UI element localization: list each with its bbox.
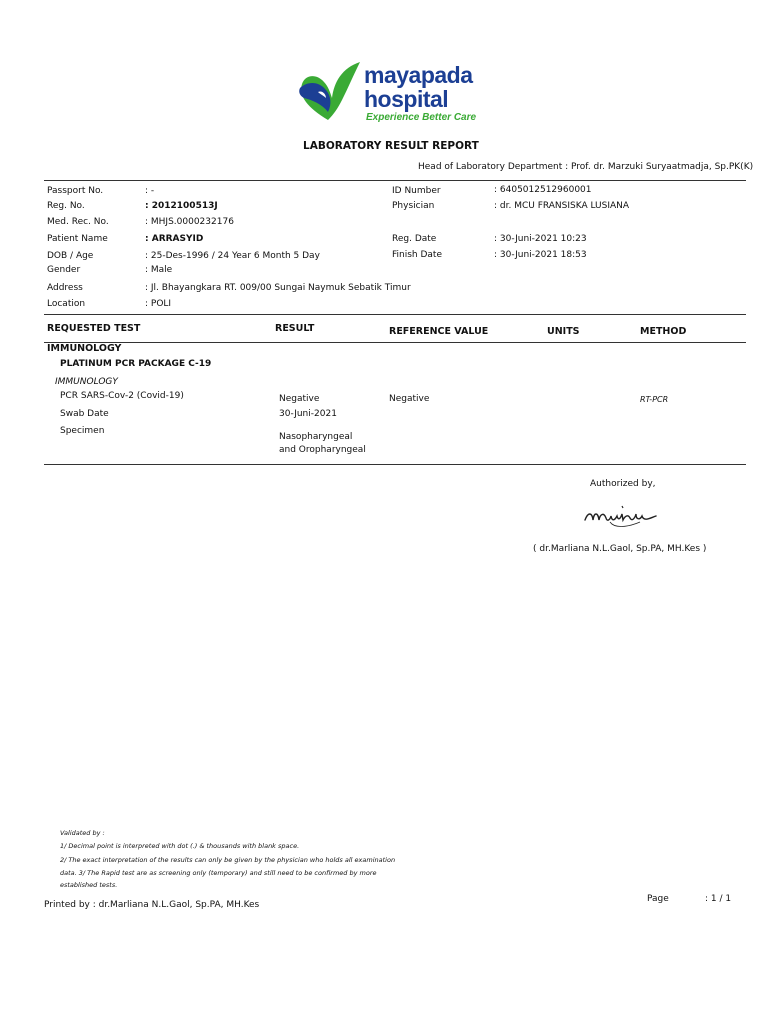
section-title: IMMUNOLOGY bbox=[47, 343, 122, 354]
page-number: : 1 / 1 bbox=[705, 894, 732, 904]
value-passport: : - bbox=[145, 186, 155, 196]
package-title: PLATINUM PCR PACKAGE C-19 bbox=[60, 359, 212, 369]
value-reg-no: : 2012100513J bbox=[145, 201, 218, 211]
logo-line-2: hospital bbox=[364, 86, 449, 112]
table-header-rule bbox=[44, 342, 746, 343]
authorizer-name: ( dr.Marliana N.L.Gaol, Sp.PA, MH.Kes ) bbox=[533, 544, 707, 554]
page-label: Page bbox=[647, 894, 669, 904]
note-1: 1/ Decimal point is interpreted with dot (.) & thousands with blank space. bbox=[60, 842, 300, 850]
note-2b: data. 3/ The Rapid test are as screening only (temporary) and still need to be confirmed by more bbox=[60, 869, 377, 877]
label-id-number: ID Number bbox=[392, 186, 441, 196]
authorized-by-label: Authorized by, bbox=[590, 479, 656, 489]
label-location: Location bbox=[47, 299, 86, 309]
label-patient-name: Patient Name bbox=[47, 234, 108, 244]
row-result-swab-date: 30-Juni-2021 bbox=[279, 409, 337, 419]
label-reg-date: Reg. Date bbox=[392, 234, 437, 244]
value-gender: : Male bbox=[145, 265, 173, 275]
value-physician: : dr. MCU FRANSISKA LUSIANA bbox=[494, 201, 630, 211]
head-of-lab: Head of Laboratory Department : Prof. dr. Marzuki Suryaatmadja, Sp.PK(K) bbox=[418, 162, 754, 172]
header-reference-value: REFERENCE VALUE bbox=[389, 326, 489, 337]
table-top-rule bbox=[44, 314, 746, 315]
label-address: Address bbox=[47, 283, 83, 293]
label-physician: Physician bbox=[392, 201, 435, 211]
value-id-number: : 6405012512960001 bbox=[494, 185, 592, 195]
row-method-pcr: RT-PCR bbox=[640, 395, 669, 404]
heart-leaf-icon bbox=[298, 60, 366, 128]
row-result-pcr: Negative bbox=[279, 394, 320, 404]
label-med-rec: Med. Rec. No. bbox=[47, 217, 109, 227]
row-result-specimen-1: Nasopharyngeal bbox=[279, 432, 353, 442]
label-finish-date: Finish Date bbox=[392, 250, 442, 260]
table-bottom-rule bbox=[44, 464, 746, 465]
value-location: : POLI bbox=[145, 299, 172, 309]
value-reg-date: : 30-Juni-2021 10:23 bbox=[494, 234, 587, 244]
printed-by: Printed by : dr.Marliana N.L.Gaol, Sp.PA, MH.Kes bbox=[44, 900, 260, 910]
subsection-title: IMMUNOLOGY bbox=[55, 377, 118, 387]
label-reg-no: Reg. No. bbox=[47, 201, 85, 211]
row-test-swab-date: Swab Date bbox=[60, 409, 109, 419]
note-2c: established tests. bbox=[60, 881, 118, 889]
header-requested-test: REQUESTED TEST bbox=[47, 323, 141, 334]
row-test-specimen: Specimen bbox=[60, 426, 105, 436]
header-method: METHOD bbox=[640, 326, 687, 337]
label-dob: DOB / Age bbox=[47, 251, 94, 261]
header-units: UNITS bbox=[547, 326, 580, 337]
hospital-logo bbox=[298, 58, 498, 130]
row-result-specimen-2: and Oropharyngeal bbox=[279, 445, 366, 455]
label-gender: Gender bbox=[47, 265, 81, 275]
logo-tagline: Experience Better Care bbox=[366, 112, 477, 123]
value-patient-name: : ARRASYID bbox=[145, 234, 204, 244]
value-med-rec: : MHJS.0000232176 bbox=[145, 217, 234, 227]
value-address: : Jl. Bhayangkara RT. 009/00 Sungai Naymuk Sebatik Timur bbox=[145, 283, 411, 293]
report-title: LABORATORY RESULT REPORT bbox=[303, 140, 479, 152]
row-test-pcr: PCR SARS-Cov-2 (Covid-19) bbox=[60, 391, 184, 401]
signature-image bbox=[580, 498, 660, 532]
logo-line-1: mayapada bbox=[364, 62, 473, 88]
value-finish-date: : 30-Juni-2021 18:53 bbox=[494, 250, 587, 260]
header-result: RESULT bbox=[275, 323, 315, 334]
row-reference-pcr: Negative bbox=[389, 394, 430, 404]
value-dob: : 25-Des-1996 / 24 Year 6 Month 5 Day bbox=[145, 251, 320, 261]
label-passport: Passport No. bbox=[47, 186, 104, 196]
note-2a: 2/ The exact interpretation of the results can only be given by the physician who holds all examination bbox=[60, 856, 396, 864]
validated-by: Validated by : bbox=[60, 829, 105, 837]
header-divider bbox=[44, 180, 746, 181]
